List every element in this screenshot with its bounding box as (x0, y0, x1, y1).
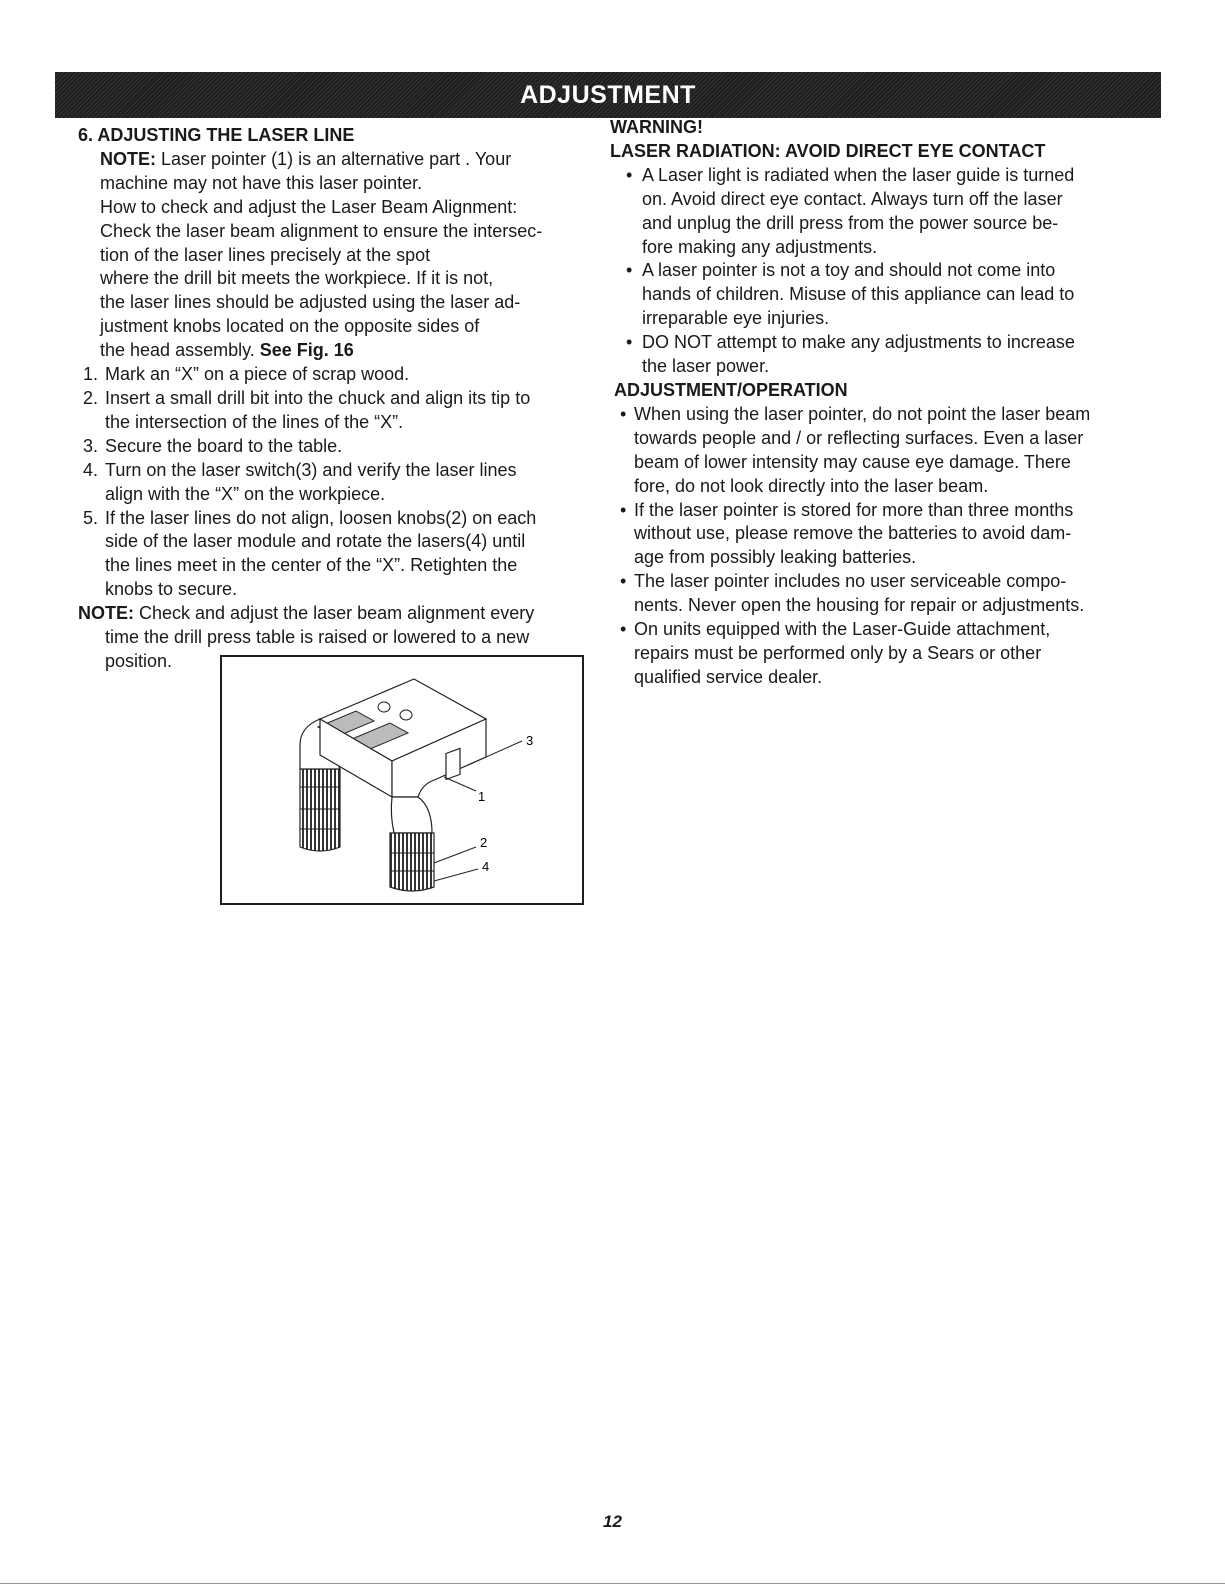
section-banner-title: ADJUSTMENT (520, 80, 696, 109)
page-edge-divider (0, 1583, 1225, 1584)
bullet-line: towards people and / or reflecting surfaces. Even a laser (634, 427, 1084, 448)
list-item (610, 164, 1170, 260)
callout-label: 3 (526, 733, 534, 748)
list-item (78, 459, 598, 507)
list-item (610, 618, 1170, 690)
step-line: Secure the board to the table. (105, 435, 343, 456)
page-number: 12 (603, 1512, 622, 1531)
step-line: Turn on the laser switch(3) and verify the laser lines (105, 459, 517, 480)
intro-line: Check the laser beam alignment to ensure the intersec- (100, 220, 543, 241)
note-label: NOTE: (78, 603, 134, 624)
intro-line: justment knobs located on the opposite sides of (100, 316, 480, 337)
bullet-line: the laser power. (642, 356, 770, 377)
step-number: 3. (83, 435, 99, 456)
figure-reference: See Fig. 16 (259, 340, 354, 361)
bullet: • (620, 619, 627, 640)
callout-label: 2 (480, 835, 488, 850)
intro-line: the head assembly. (100, 340, 260, 361)
step-line: Insert a small drill bit into the chuck and align its tip to (105, 387, 531, 408)
intro-line: where the drill bit meets the workpiece. If it is not, (100, 268, 494, 289)
list-item (78, 387, 598, 435)
radiation-title: LASER RADIATION: AVOID DIRECT EYE CONTACT (610, 140, 1046, 161)
bullet-line: on. Avoid direct eye contact. Always turn off the laser (642, 188, 1063, 209)
right-column (610, 116, 1170, 690)
intro-line: tion of the laser lines precisely at the spot (100, 244, 431, 265)
note-text-line: Check and adjust the laser beam alignment every (134, 603, 535, 624)
step-number: 4. (83, 459, 99, 480)
note-text-line: machine may not have this laser pointer. (100, 172, 423, 193)
bullet-line: The laser pointer includes no user serviceable compo- (634, 571, 1067, 592)
note-label: NOTE: (100, 148, 156, 169)
note-text-line: time the drill press table is raised or lowered to a new (105, 627, 530, 648)
list-item (78, 363, 598, 387)
bullet-line: If the laser pointer is stored for more than three months (634, 499, 1074, 520)
bullet-line: DO NOT attempt to make any adjustments to increase (642, 332, 1075, 353)
step-line: Mark an “X” on a piece of scrap wood. (105, 364, 410, 385)
bullet-line: and unplug the drill press from the power source be- (642, 212, 1059, 233)
bullet-line: repairs must be performed only by a Sears or other (634, 642, 1042, 663)
bullet-line: nents. Never open the housing for repair or adjustments. (634, 595, 1085, 616)
step-number: 1. (83, 364, 99, 385)
section-title: ADJUSTING THE LASER LINE (97, 125, 355, 145)
steps-list (78, 363, 598, 602)
list-item (610, 403, 1170, 499)
step-line: If the laser lines do not align, loosen knobs(2) on each (105, 507, 537, 528)
note-text-line: Laser pointer (1) is an alternative part . Your (156, 148, 512, 169)
bullet-line: without use, please remove the batteries to avoid dam- (634, 523, 1072, 544)
step-number: 5. (83, 507, 99, 528)
step-line: side of the laser module and rotate the lasers(4) until (105, 531, 526, 552)
list-item (610, 259, 1170, 331)
bullet-line: A Laser light is radiated when the laser guide is turned (642, 164, 1075, 185)
laser-module-drawing (222, 657, 582, 903)
list-item (610, 499, 1170, 571)
bullet-line: irreparable eye injuries. (642, 308, 830, 329)
bullet-line: age from possibly leaking batteries. (634, 547, 917, 568)
step-line: align with the “X” on the workpiece. (105, 483, 386, 504)
list-item (78, 507, 598, 603)
note-text-line: position. (105, 650, 173, 671)
step-line: knobs to secure. (105, 579, 238, 600)
laser-module-figure (220, 655, 584, 905)
note-laser-alternative (78, 148, 598, 196)
step-line: the lines meet in the center of the “X”. Retighten the (105, 555, 518, 576)
bullet: • (620, 571, 627, 592)
bullet-line: fore, do not look directly into the laser beam. (634, 475, 989, 496)
bullet-line: fore making any adjustments. (642, 236, 878, 257)
operation-list (610, 403, 1170, 690)
step-number: 2. (83, 387, 99, 408)
warning-title: WARNING! (610, 117, 703, 137)
bullet: • (620, 403, 627, 424)
bullet-line: hands of children. Misuse of this appliance can lead to (642, 284, 1075, 305)
list-item (610, 331, 1170, 379)
section-number: 6. (78, 125, 94, 145)
intro-line: the laser lines should be adjusted using the laser ad- (100, 292, 521, 313)
intro-line: How to check and adjust the Laser Beam Alignment: (100, 196, 518, 217)
callout-label: 1 (478, 789, 486, 804)
bullet: • (626, 260, 633, 281)
list-item (78, 435, 598, 459)
section-heading (78, 124, 598, 148)
bullet-line: When using the laser pointer, do not point the laser beam (634, 403, 1091, 424)
operation-title: ADJUSTMENT/OPERATION (614, 379, 848, 400)
step-line: the intersection of the lines of the “X”. (105, 411, 404, 432)
bullet-line: beam of lower intensity may cause eye damage. There (634, 451, 1071, 472)
left-column (78, 124, 598, 674)
section-banner (55, 72, 1161, 118)
alignment-intro (78, 196, 598, 363)
bullet: • (620, 499, 627, 520)
list-item (610, 570, 1170, 618)
callout-label: 4 (482, 859, 490, 874)
bullet-line: A laser pointer is not a toy and should not come into (642, 260, 1056, 281)
bullet: • (626, 164, 633, 185)
bullet-line: qualified service dealer. (634, 666, 823, 687)
warning-list (610, 164, 1170, 379)
bullet-line: On units equipped with the Laser-Guide attachment, (634, 619, 1051, 640)
bullet: • (626, 332, 633, 353)
